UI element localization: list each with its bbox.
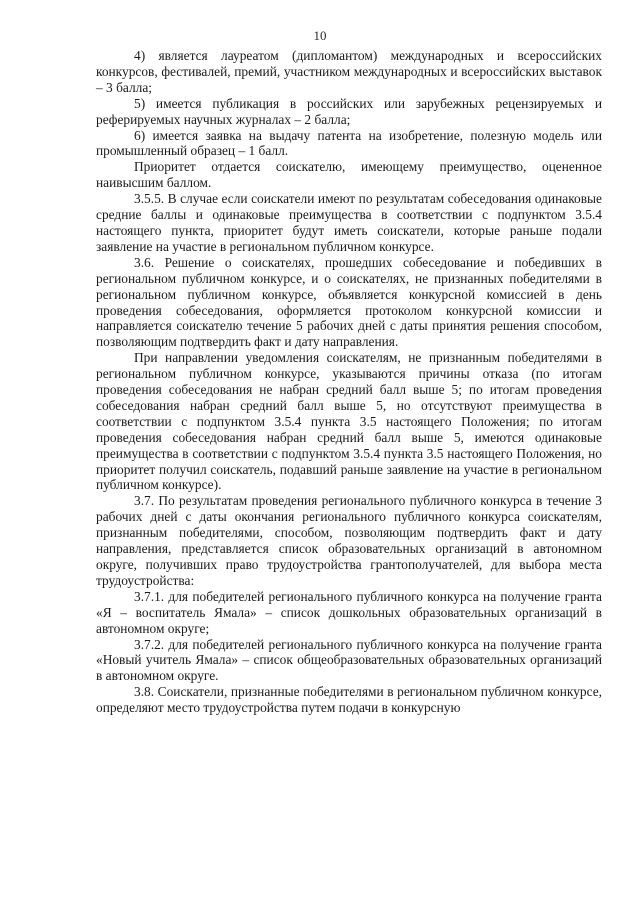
paragraph-3-7-1: 3.7.1. для победителей регионального публичного конкурса на получение гранта «Я – воспитатель Ямала» – список дошкольных образовательных организаций в автономном округе; — [96, 588, 602, 636]
paragraph-3-7-2: 3.7.2. для победителей регионального публичного конкурса на получение гранта «Новый учитель Ямала» – список общеобразовательных образовательных организаций в автономном округе. — [96, 636, 602, 684]
paragraph-3-8: 3.8. Соискатели, признанные победителями в региональном публичном конкурсе, определяют место трудоустройства путем подачи в конкурсную — [96, 684, 602, 716]
paragraph-3-7: 3.7. По результатам проведения регионального публичного конкурса в течение 3 рабочих дней с даты окончания регионального публичного конкурса соискателям, признанным победителями, способом, позволяющим подтвердить факт и дату направления, представляется список образовательных организаций в автономном округе, получивших право трудоустройства грантополучателей, для выбора места трудоустройства: — [96, 493, 602, 588]
paragraph-3-5-5: 3.5.5. В случае если соискатели имеют по результатам собеседования одинаковые средние баллы и одинаковые преимущества в соответствии с подпунктом 3.5.4 настоящего пункта, приоритет будут иметь соискатели, которые раньше подали заявление на участие в региональном публичном конкурсе. — [96, 191, 602, 254]
paragraph-criterion-6: 6) имеется заявка на выдачу патента на изобретение, полезную модель или промышленный образец – 1 балл. — [96, 127, 602, 159]
paragraph-priority: Приоритет отдается соискателю, имеющему преимущество, оцененное наивысшим баллом. — [96, 159, 602, 191]
paragraph-criterion-5: 5) имеется публикация в российских или зарубежных рецензируемых и реферируемых научных журналах – 2 балла; — [96, 95, 602, 127]
document-body — [96, 48, 602, 716]
paragraph-notification: При направлении уведомления соискателям, не признанным победителями в региональном публичном конкурсе, указываются причины отказа (по итогам проведения собеседования не набран средний балл выше 5; по итогам проведения собеседования набран средний балл выше 5, но отсутствуют преимущества в соответствии с подпунктом 3.5.4 пункта 3.5 настоящего Положения; по итогам проведения собеседования набран средний балл выше 5, имеются одинаковые преимущества в соответствии с подпунктом 3.5.4 пункта 3.5 настоящего Положения, но приоритет получил соискатель, подавший раньше заявление на участие в региональном публичном конкурсе). — [96, 350, 602, 493]
page-number: 10 — [313, 28, 327, 43]
paragraph-criterion-4: 4) является лауреатом (дипломантом) международных и всероссийских конкурсов, фестивалей, премий, участником международных и всероссийских выставок – 3 балла; — [96, 48, 602, 95]
paragraph-3-6: 3.6. Решение о соискателях, прошедших собеседование и победивших в региональном публичном конкурсе, и о соискателях, не признанных победителями в региональном публичном конкурсе, объявляется конкурсной комиссией в день проведения собеседования, оформляется протоколом конкурсной комиссии и направляется соискателю течение 5 рабочих дней с даты принятия решения способом, позволяющим подтвердить факт и дату направления. — [96, 254, 602, 350]
